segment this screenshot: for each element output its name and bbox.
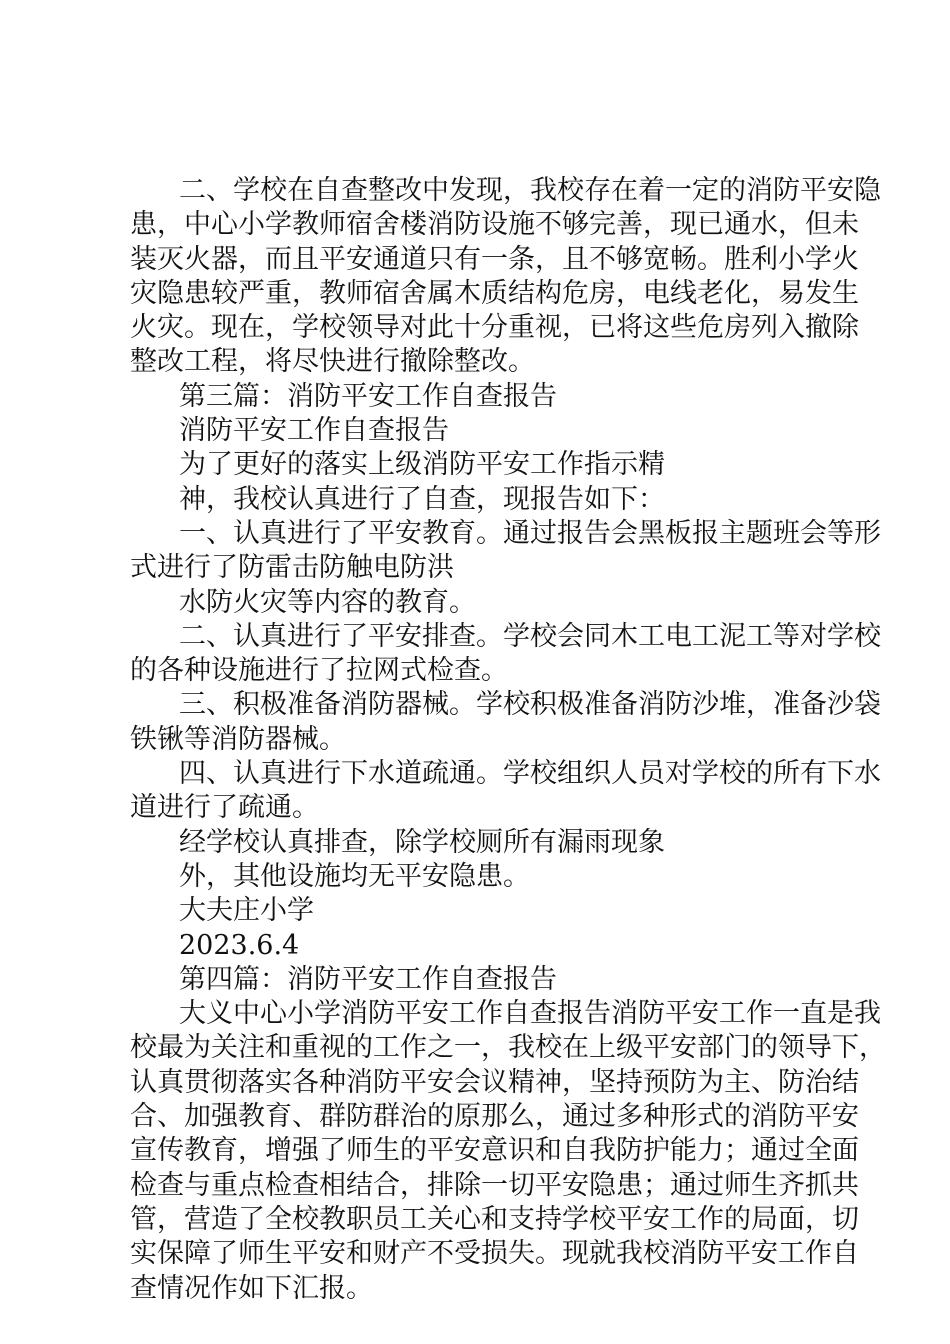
text-line: 实保障了师生平安和财产不受损失。现就我校消防平安工作自 xyxy=(130,1238,859,1270)
text-line: 整改工程，将尽快进行撤除整改。 xyxy=(130,346,535,378)
text-line: 四、认真进行下水道疏通。学校组织人员对学校的所有下水 xyxy=(179,758,881,790)
text-line: 灾隐患较严重，教师宿舍属木质结构危房，电线老化，易发生 xyxy=(130,277,859,309)
text-line: 外，其他设施均无平安隐患。 xyxy=(179,860,530,892)
text-line: 经学校认真排查，除学校厕所有漏雨现象 xyxy=(179,826,665,858)
text-line: 为了更好的落实上级消防平安工作指示精 xyxy=(179,449,665,481)
text-line: 管，营造了全校教职员工关心和支持学校平安工作的局面，切 xyxy=(130,1203,859,1235)
text-line: 校最为关注和重视的工作之一，我校在上级平安部门的领导下， xyxy=(130,1032,886,1064)
text-line: 患，中心小学教师宿舍楼消防设施不够完善，现已通水，但未 xyxy=(130,209,859,241)
text-line: 三、积极准备消防器械。学校积极准备消防沙堆，准备沙袋 xyxy=(179,689,881,721)
text-line: 合、加强教育、群防群治的原那么，通过多种形式的消防平安 xyxy=(130,1101,859,1133)
text-line: 消防平安工作自查报告 xyxy=(179,415,449,447)
text-line: 检查与重点检查相结合，排除一切平安隐患；通过师生齐抓共 xyxy=(130,1169,859,1201)
text-line: 大义中心小学消防平安工作自查报告消防平安工作一直是我 xyxy=(179,998,881,1030)
document-body xyxy=(130,174,886,1306)
text-line: 查情况作如下汇报。 xyxy=(130,1272,373,1304)
text-line: 2023.6.4 xyxy=(179,929,300,961)
text-line: 神，我校认真进行了自查，现报告如下： xyxy=(179,483,665,515)
text-line: 装灭火器，而且平安通道只有一条，且不够宽畅。胜利小学火 xyxy=(130,243,859,275)
text-line: 一、认真进行了平安教育。通过报告会黑板报主题班会等形 xyxy=(179,517,881,549)
text-line: 式进行了防雷击防触电防洪 xyxy=(130,552,454,584)
text-line: 第三篇：消防平安工作自查报告 xyxy=(179,380,557,412)
text-line: 认真贯彻落实各种消防平安会议精神，坚持预防为主、防治结 xyxy=(130,1066,859,1098)
text-line: 火灾。现在，学校领导对此十分重视，已将这些危房列入撤除 xyxy=(130,312,859,344)
text-line: 的各种设施进行了拉网式检查。 xyxy=(130,655,508,687)
text-line: 大夫庄小学 xyxy=(179,895,314,927)
text-line: 二、学校在自查整改中发现，我校存在着一定的消防平安隐 xyxy=(179,175,881,206)
text-line: 水防火灾等内容的教育。 xyxy=(179,586,476,618)
text-line: 铁锹等消防器械。 xyxy=(130,723,346,755)
text-line: 二、认真进行了平安排查。学校会同木工电工泥工等对学校 xyxy=(179,620,881,652)
text-line: 道进行了疏通。 xyxy=(130,792,319,824)
text-line: 宣传教育，增强了师生的平安意识和自我防护能力；通过全面 xyxy=(130,1135,859,1167)
text-line: 第四篇：消防平安工作自查报告 xyxy=(179,963,557,995)
